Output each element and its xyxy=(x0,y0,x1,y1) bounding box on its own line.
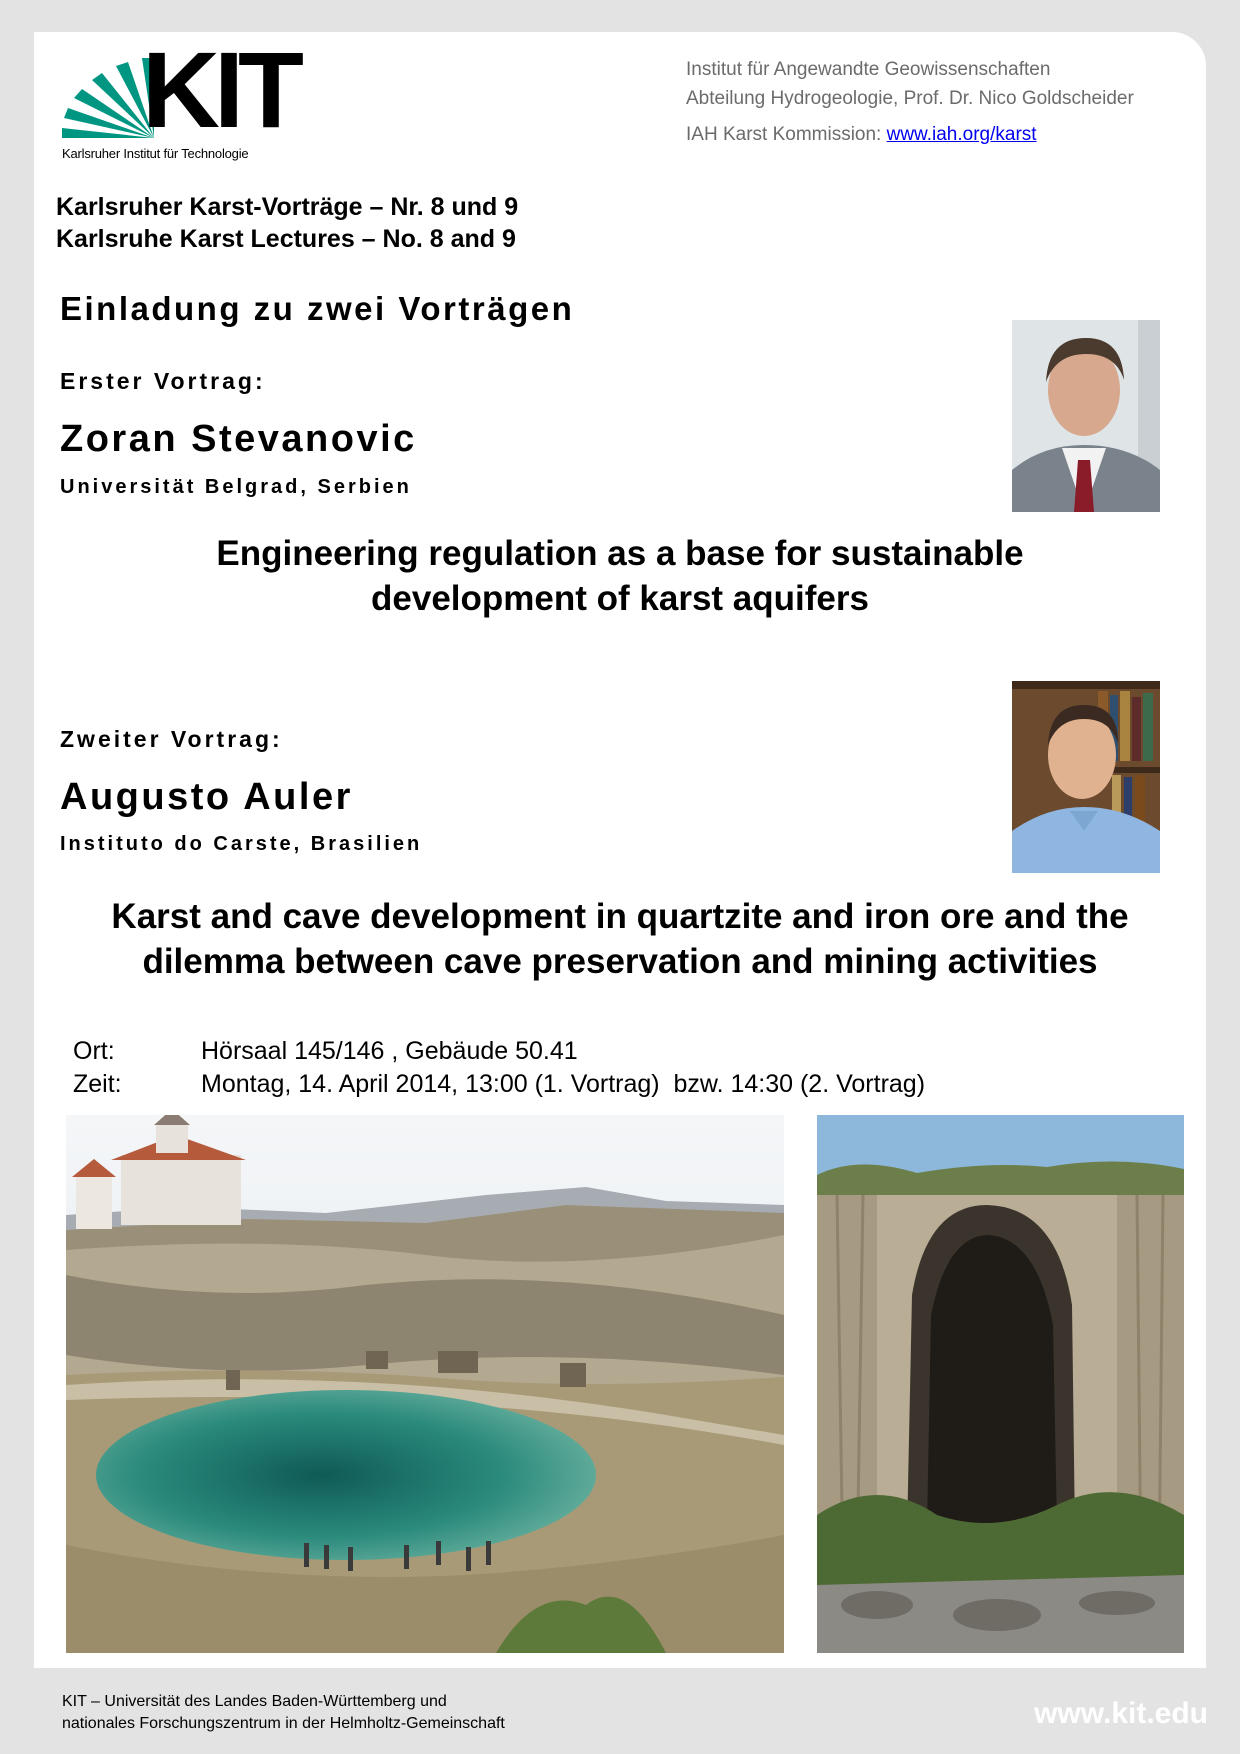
series-line-de: Karlsruher Karst-Vorträge – Nr. 8 und 9 xyxy=(56,193,519,221)
commission-link[interactable]: www.iah.org/karst xyxy=(886,124,1037,145)
kit-logo-subtitle: Karlsruher Institut für Technologie xyxy=(62,146,249,161)
place-value: Hörsaal 145/146 , Gebäude 50.41 xyxy=(201,1037,578,1065)
place-row xyxy=(73,1035,925,1068)
kit-logo xyxy=(60,29,298,166)
talk1-speaker: Zoran Stevanovic xyxy=(60,418,417,460)
talk2-affiliation: Instituto do Carste, Brasilien xyxy=(60,833,423,855)
talk2-title-line2: dilemma between cave preservation and mining activities xyxy=(142,942,1098,981)
kit-wordmark: KIT xyxy=(142,29,298,150)
place-label: Ort: xyxy=(73,1037,115,1065)
talk1-title xyxy=(34,531,1206,621)
talk1-title-line2: development of karst aquifers xyxy=(371,579,869,618)
lecture-series xyxy=(56,191,518,255)
footer-line2: nationales Forschungszentrum in der Helmholtz-Gemeinschaft xyxy=(62,1715,505,1732)
time-row xyxy=(73,1068,925,1101)
invitation-heading: Einladung zu zwei Vorträgen xyxy=(60,290,575,327)
commission-line xyxy=(686,120,1206,149)
karst-spring-photo xyxy=(66,1115,784,1653)
series-line-en: Karlsruhe Karst Lectures – No. 8 and 9 xyxy=(56,225,516,253)
time-value: Montag, 14. April 2014, 13:00 (1. Vortrag) bzw. 14:30 (2. Vortrag) xyxy=(201,1070,926,1098)
commission-label: IAH Karst Kommission: xyxy=(686,124,882,145)
footer-website[interactable]: www.kit.edu xyxy=(1034,1697,1208,1730)
institute-block xyxy=(686,55,1206,149)
department-name: Abteilung Hydrogeologie, Prof. Dr. Nico Goldscheider xyxy=(686,88,1134,109)
institute-name: Institut für Angewandte Geowissenschaften xyxy=(686,59,1051,80)
talk1-affiliation: Universität Belgrad, Serbien xyxy=(60,476,412,498)
footer-text xyxy=(62,1691,505,1735)
quartzite-cave-photo xyxy=(817,1115,1184,1653)
talk2-title xyxy=(34,894,1206,984)
talk2-label: Zweiter Vortrag: xyxy=(60,726,283,752)
speaker1-photo xyxy=(1012,320,1160,512)
talk1-label: Erster Vortrag: xyxy=(60,368,266,394)
talk2-speaker: Augusto Auler xyxy=(60,776,353,818)
footer-line1: KIT – Universität des Landes Baden-Württemberg und xyxy=(62,1693,447,1710)
talk1-title-line1: Engineering regulation as a base for sustainable xyxy=(216,534,1024,573)
talk2-title-line1: Karst and cave development in quartzite and iron ore and the xyxy=(111,897,1129,936)
time-label: Zeit: xyxy=(73,1070,122,1098)
speaker2-photo xyxy=(1012,681,1160,873)
event-details xyxy=(73,1035,925,1101)
